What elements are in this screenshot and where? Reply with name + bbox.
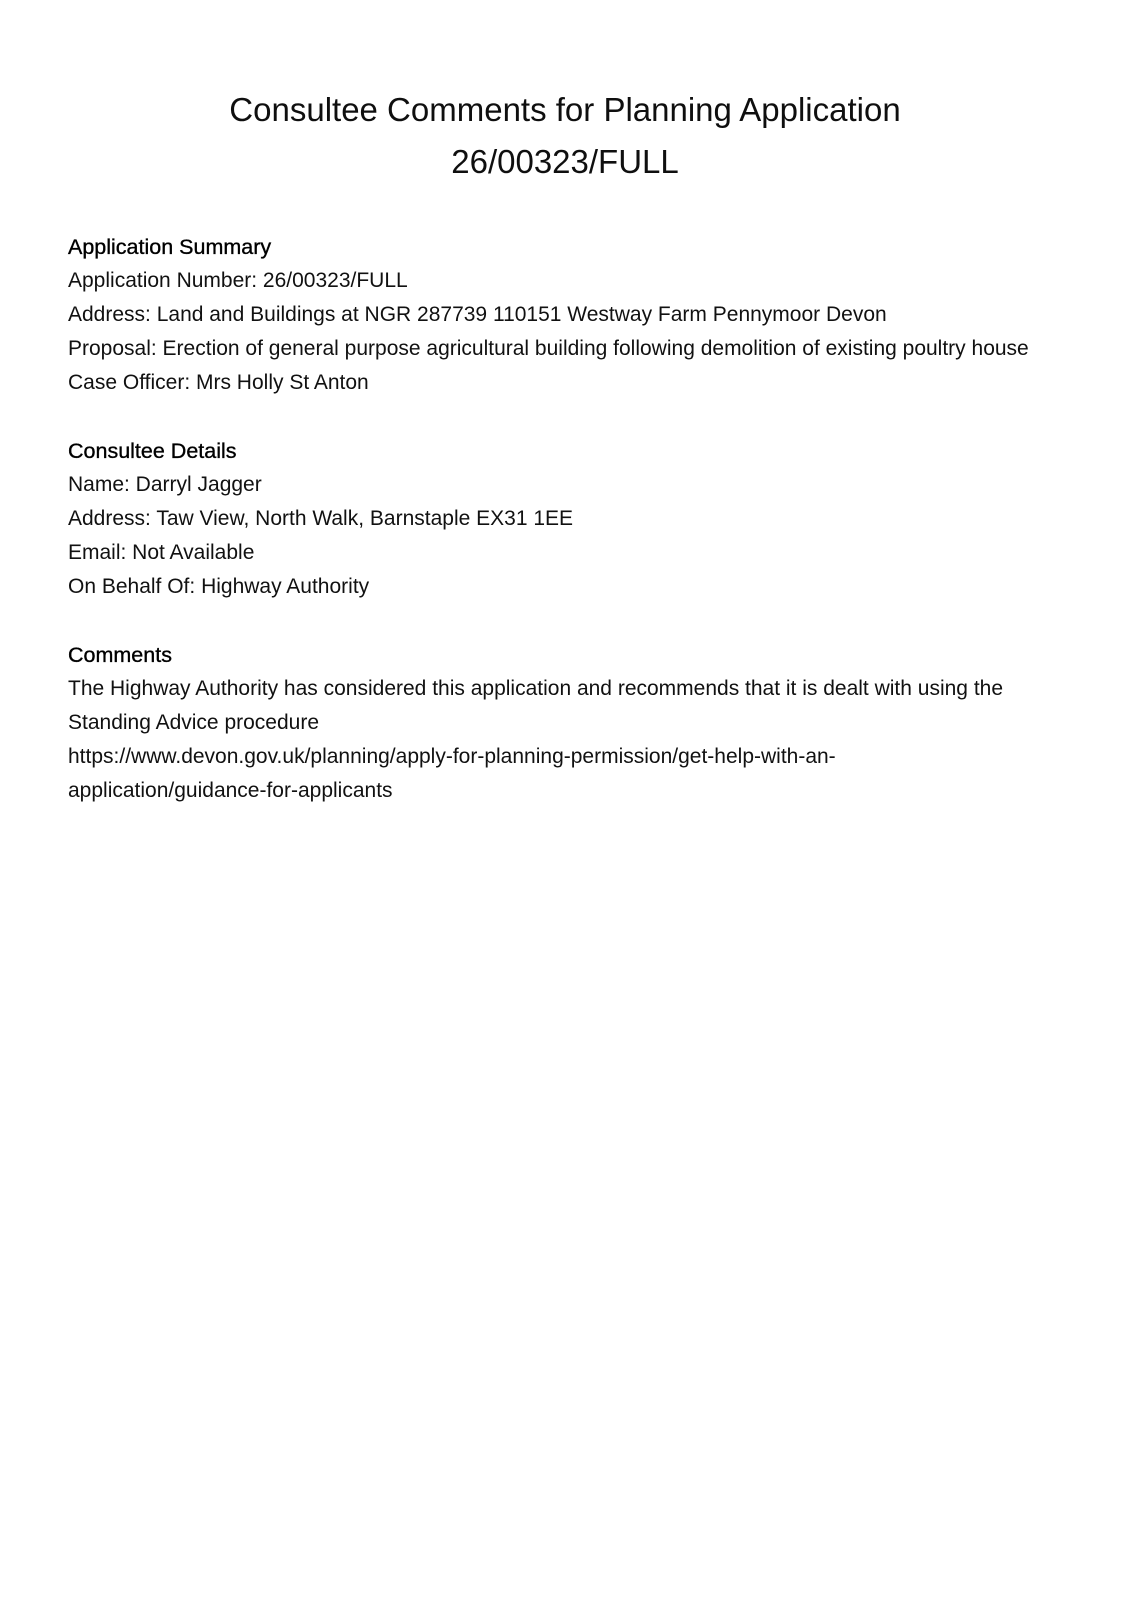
application-number: Application Number: 26/00323/FULL — [68, 269, 408, 292]
page-title-line-2: 26/00323/FULL — [451, 143, 679, 180]
guidance-url: https://www.devon.gov.uk/planning/apply-for-planning-permission/get-help-with-an-application/guidance-for-applicants — [68, 745, 836, 802]
consultee-name: Name: Darryl Jagger — [68, 473, 262, 496]
document-body — [68, 230, 1058, 842]
comments-text: The Highway Authority has considered this application and recommends that it is dealt with using the Standing Advice procedure — [68, 677, 1004, 734]
consultee-on-behalf-of: On Behalf Of: Highway Authority — [68, 575, 370, 598]
application-summary-section — [68, 230, 1058, 400]
consultee-address: Address: Taw View, North Walk, Barnstaple EX31 1EE — [68, 507, 574, 530]
case-officer: Case Officer: Mrs Holly St Anton — [68, 371, 369, 394]
consultee-details-heading: Consultee Details — [68, 439, 237, 463]
consultee-email: Email: Not Available — [68, 541, 255, 564]
application-summary-heading: Application Summary — [68, 235, 272, 259]
page-title — [0, 84, 1130, 188]
consultee-details-section — [68, 434, 1058, 604]
comments-section — [68, 638, 1058, 808]
application-proposal: Proposal: Erection of general purpose agricultural building following demolition of existing poultry house — [68, 337, 1029, 360]
application-address: Address: Land and Buildings at NGR 287739 110151 Westway Farm Pennymoor Devon — [68, 303, 887, 326]
comments-heading: Comments — [68, 643, 172, 667]
page-title-line-1: Consultee Comments for Planning Application — [229, 91, 901, 128]
